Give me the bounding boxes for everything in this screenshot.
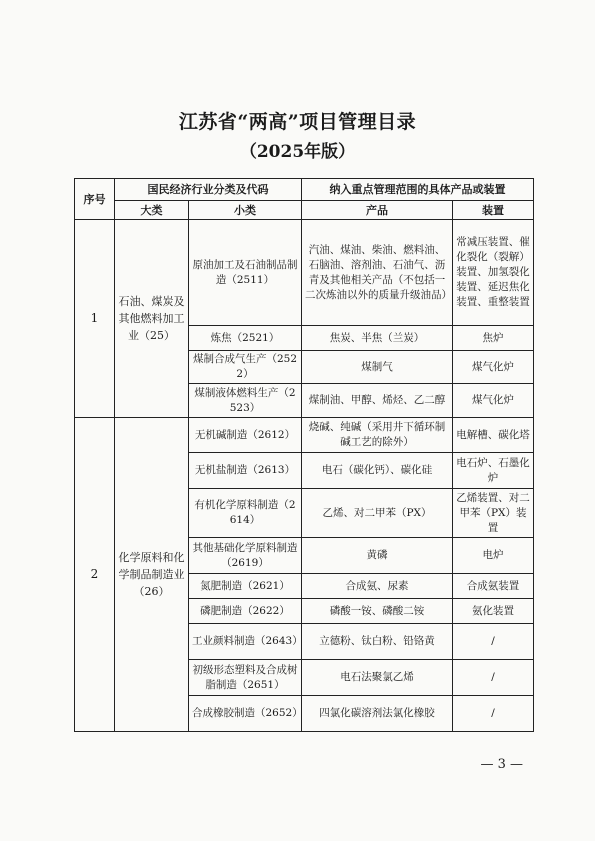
page-number: — 3 — xyxy=(480,757,523,772)
device-cell: 氨化装置 xyxy=(453,599,534,624)
minor-category-cell: 合成橡胶制造（2652） xyxy=(189,696,302,732)
device-cell: 常减压装置、催化裂化（裂解）装置、加氢裂化装置、延迟焦化装置、重整装置 xyxy=(453,220,534,326)
minor-category-cell: 原油加工及石油制品制造（2511） xyxy=(189,220,302,326)
device-cell: 电石炉、石墨化炉 xyxy=(453,453,534,489)
header-device: 装置 xyxy=(453,201,534,220)
device-cell: / xyxy=(453,624,534,660)
table-row xyxy=(75,418,534,453)
product-cell: 乙烯、对二甲苯（PX） xyxy=(302,489,453,538)
device-cell: 电解槽、碳化塔 xyxy=(453,418,534,453)
major-category-cell: 化学原料和化学制品制造业（26） xyxy=(115,418,189,732)
product-cell: 烧碱、纯碱（采用井下循环制碱工艺的除外） xyxy=(302,418,453,453)
minor-category-cell: 其他基础化学原料制造（2619） xyxy=(189,538,302,574)
product-cell: 四氯化碳溶剂法氯化橡胶 xyxy=(302,696,453,732)
minor-category-cell: 工业颜料制造（2643） xyxy=(189,624,302,660)
minor-category-cell: 无机碱制造（2612） xyxy=(189,418,302,453)
minor-category-cell: 有机化学原料制造（2614） xyxy=(189,489,302,538)
header-minor: 小类 xyxy=(189,201,302,220)
product-cell: 汽油、煤油、柴油、燃料油、石脑油、溶剂油、石油气、沥青及其他相关产品（不包括一二次炼油以外的质量升级油品） xyxy=(302,220,453,326)
device-cell: 电炉 xyxy=(453,538,534,574)
device-cell: 焦炉 xyxy=(453,326,534,351)
product-cell: 合成氨、尿素 xyxy=(302,574,453,599)
minor-category-cell: 初级形态塑料及合成树脂制造（2651） xyxy=(189,660,302,696)
catalog-table xyxy=(74,178,534,732)
product-cell: 电石（碳化钙）、碳化硅 xyxy=(302,453,453,489)
device-cell: / xyxy=(453,660,534,696)
document-title: 江苏省“两高”项目管理目录 xyxy=(178,111,417,133)
product-cell: 电石法聚氯乙烯 xyxy=(302,660,453,696)
product-cell: 煤制油、甲醇、烯烃、乙二醇 xyxy=(302,384,453,418)
device-cell: 煤气化炉 xyxy=(453,351,534,384)
minor-category-cell: 煤制液体燃料生产（2523） xyxy=(189,384,302,418)
device-cell: / xyxy=(453,696,534,732)
minor-category-cell: 炼焦（2521） xyxy=(189,326,302,351)
device-cell: 合成氨装置 xyxy=(453,574,534,599)
product-cell: 立德粉、钛白粉、铅铬黄 xyxy=(302,624,453,660)
minor-category-cell: 无机盐制造（2613） xyxy=(189,453,302,489)
header-industry-group: 国民经济行业分类及代码 xyxy=(115,179,302,201)
document-subtitle: （2025年版） xyxy=(239,142,356,162)
product-cell: 焦炭、半焦（兰炭） xyxy=(302,326,453,351)
minor-category-cell: 煤制合成气生产（2522） xyxy=(189,351,302,384)
device-cell: 煤气化炉 xyxy=(453,384,534,418)
product-cell: 黄磷 xyxy=(302,538,453,574)
seq-cell: 1 xyxy=(75,220,115,418)
header-seq: 序号 xyxy=(75,179,115,220)
seq-cell: 2 xyxy=(75,418,115,732)
product-cell: 磷酸一铵、磷酸二铵 xyxy=(302,599,453,624)
minor-category-cell: 氮肥制造（2621） xyxy=(189,574,302,599)
header-scope-group: 纳入重点管理范围的具体产品或装置 xyxy=(302,179,534,201)
product-cell: 煤制气 xyxy=(302,351,453,384)
header-major: 大类 xyxy=(115,201,189,220)
table-row xyxy=(75,220,534,326)
major-category-cell: 石油、煤炭及其他燃料加工业（25） xyxy=(115,220,189,418)
header-product: 产品 xyxy=(302,201,453,220)
minor-category-cell: 磷肥制造（2622） xyxy=(189,599,302,624)
device-cell: 乙烯装置、对二甲苯（PX）装置 xyxy=(453,489,534,538)
